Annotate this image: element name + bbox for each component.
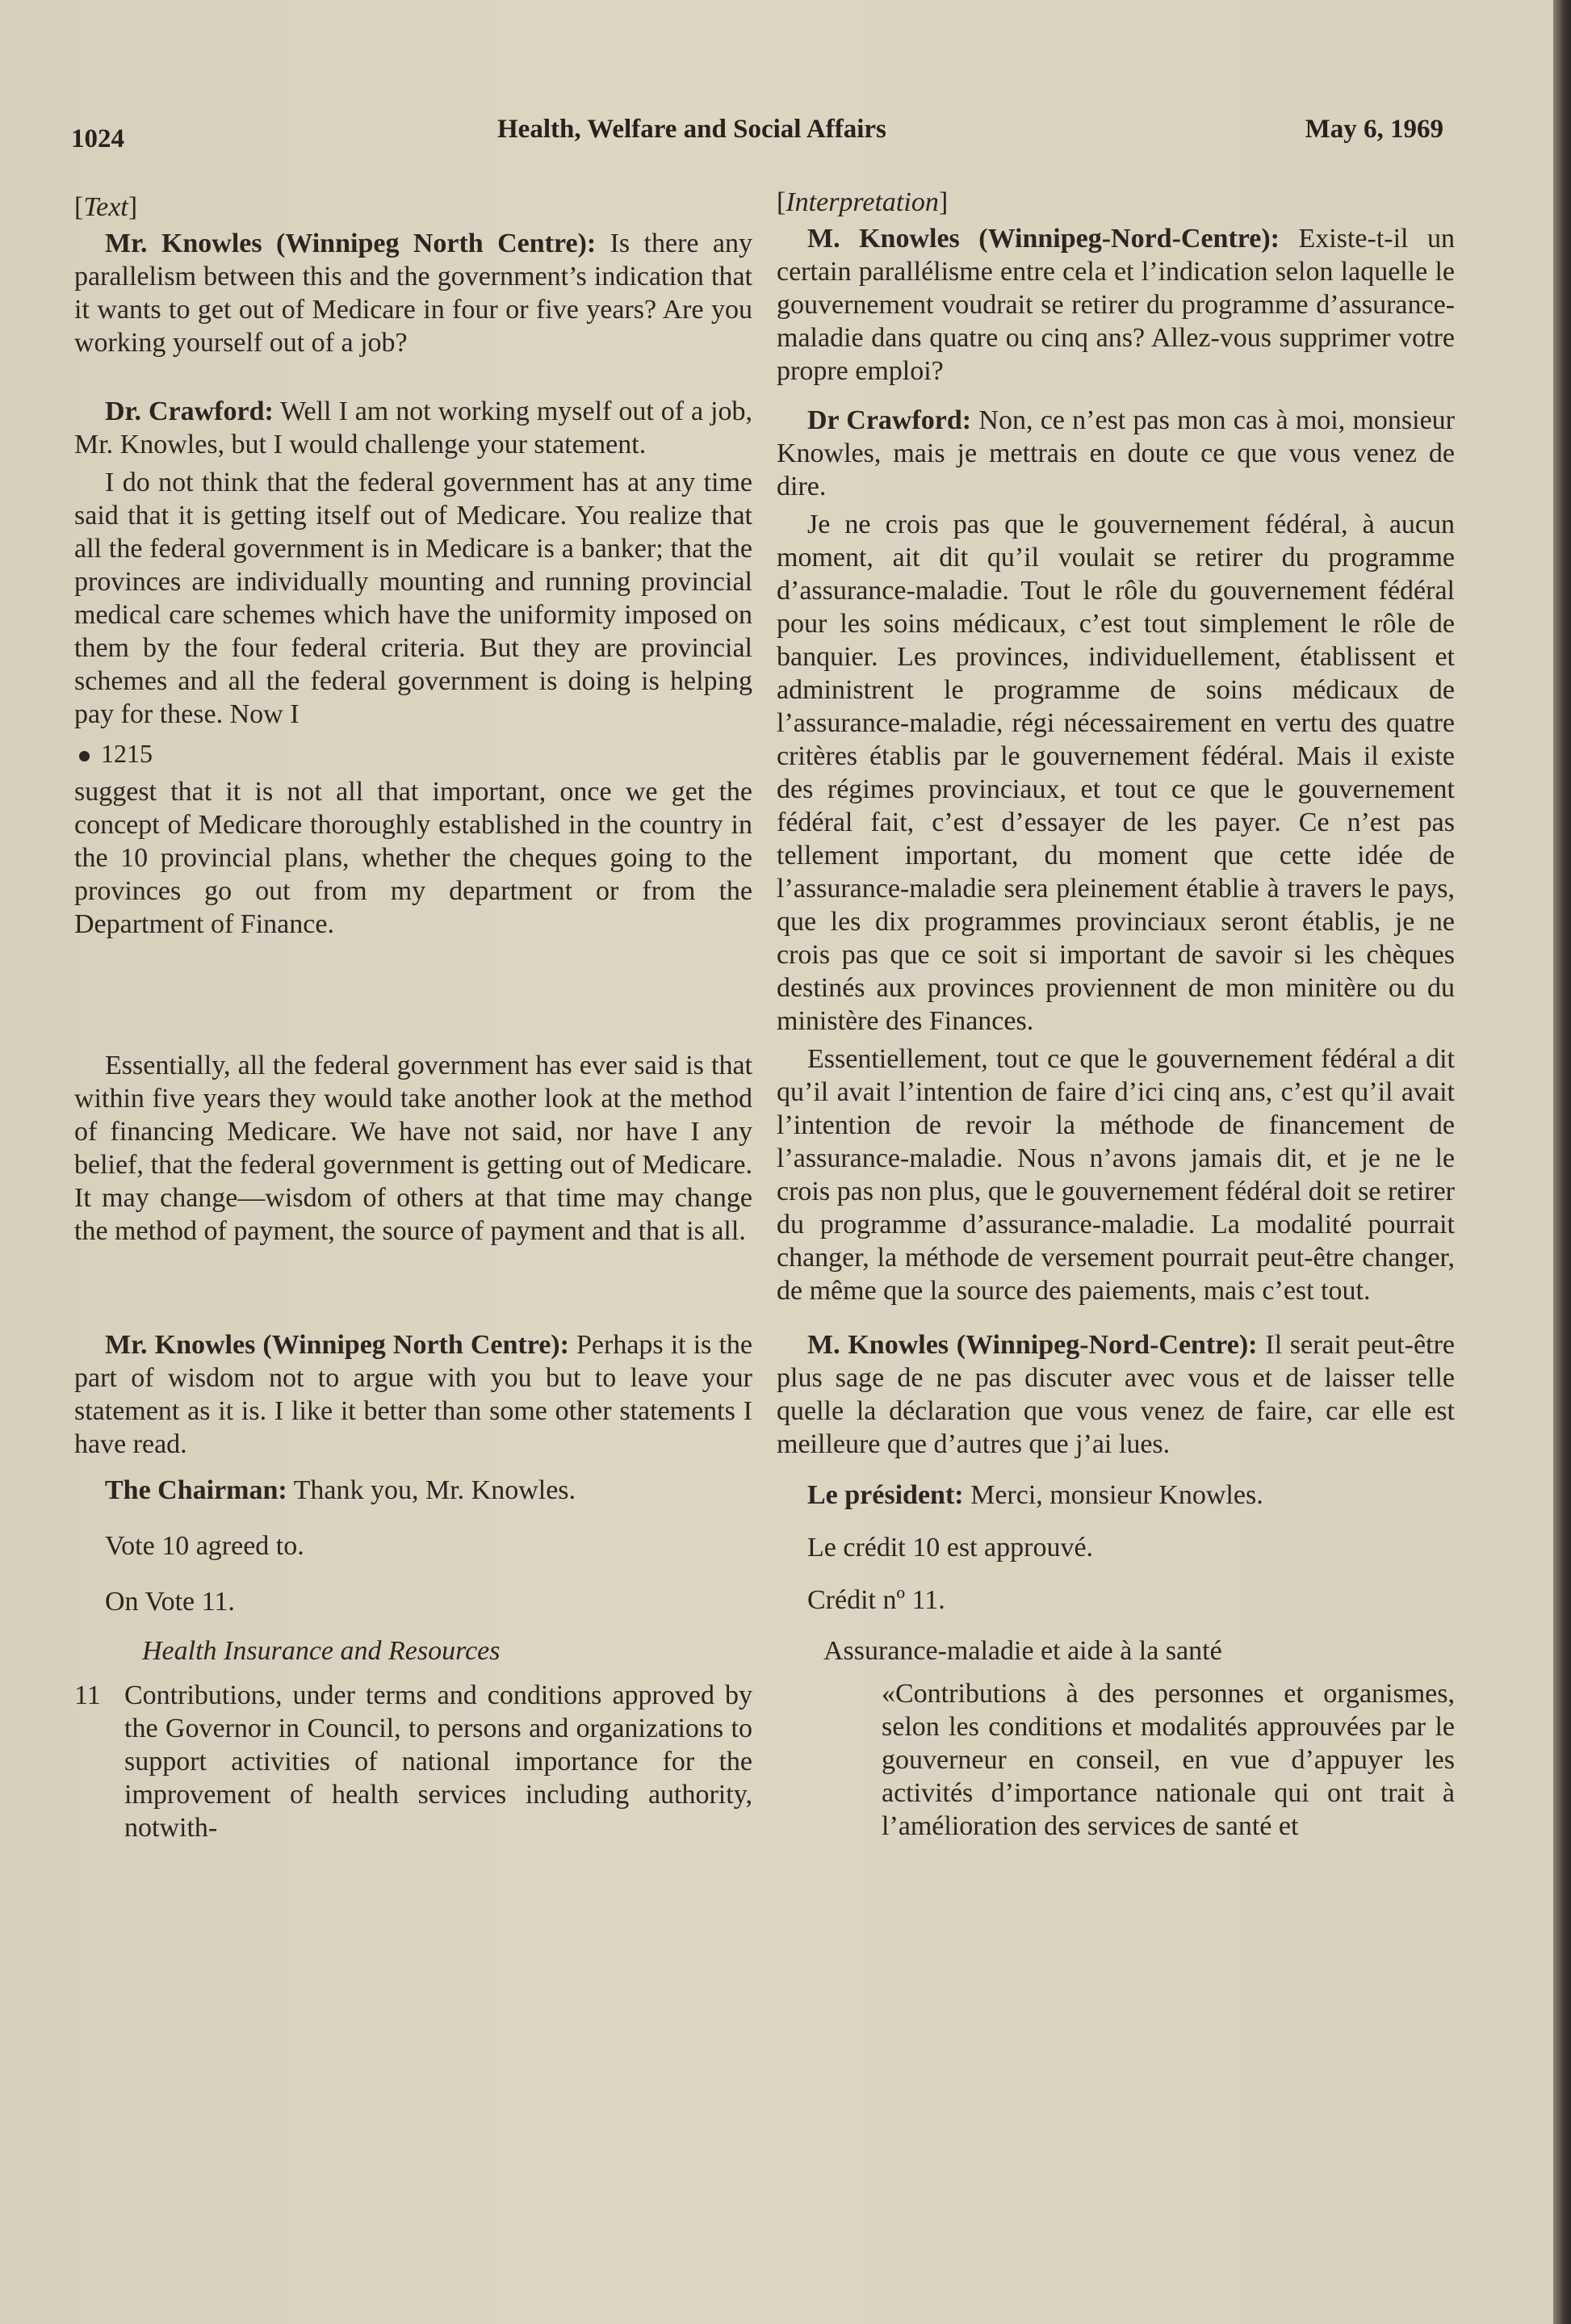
paragraph: On Vote 11. (105, 1587, 235, 1617)
speech: Il serait peut-être plus sage de ne pas discuter avec vous et de laisser telle quelle la déclaration que vous venez de faire, car elle est meilleure que d’autres que j’ai lues. (777, 1330, 1455, 1459)
paragraph: Essentiellement, tout ce que le gouvernement fédéral a dit qu’il avait l’intention de faire d’ici cinq ans, c’est qu’il avait l’intention de revoir la méthode de financement de l’assurance-maladie. Nous n’avons jamais dit, et je ne le crois pas non plus, que le gouvernement fédéral doit se retirer du programme d’assurance-maladie. La modalité pourrait changer, la méthode de versement pourrait peut-être changer, de même que la source des paiements, mais c’est tout. (777, 1044, 1455, 1306)
speaker: The Chairman: (105, 1475, 287, 1505)
speaker: Dr Crawford: (807, 405, 972, 435)
paragraph: Je ne crois pas que le gouvernement fédéral, à aucun moment, ait dit qu’il voulait se retirer du programme d’assurance-maladie. Tout le rôle du gouvernement fédéral pour les soins médicaux, c’est tout simplement le rôle de banquier. Les provinces, individuellement, établissent et administrent le programme de soins médicaux de l’assurance-maladie, régi nécessairement en vertu des quatre critères établis par le gouvernement fédéral. Mais il existe des régimes provinciaux, et tout ce que le gouvernement fédéral fait, c’est d’essayer de les payer. Ce n’est pas tellement important, du moment que cette idée de l’assurance-maladie sera pleinement établie à travers le pays, que les dix programmes provinciaux seront établis, je ne crois pas que ce soit si important de savoir si les chèques destinés aux provinces proviennent de mon minitère ou du ministère des Finances. (777, 510, 1455, 1036)
speech: Merci, monsieur Knowles. (963, 1480, 1263, 1510)
speaker: Mr. Knowles (Winnipeg North Centre): (105, 1330, 569, 1360)
french-column (777, 186, 1455, 1843)
paragraph (74, 1328, 752, 1461)
text-label-word: Text (83, 192, 128, 222)
paragraph (777, 404, 1455, 503)
interpretation-label-word: Interpretation (786, 187, 939, 217)
paragraph: suggest that it is not all that important, once we get the concept of Medicare thoroughly established in the country in the 10 provincial plans, whether the cheques going to the provinces go out from my department or from the Department of Finance. (74, 777, 752, 939)
page-edge-shadow (1553, 0, 1571, 2324)
paragraph (74, 227, 752, 359)
item-number: 11 (74, 1680, 101, 1710)
time-marker-value: 1215 (101, 739, 153, 768)
speaker: Le président: (807, 1480, 964, 1510)
time-marker (79, 737, 752, 770)
speech: Thank you, Mr. Knowles. (287, 1475, 576, 1505)
header-date: May 6, 1969 (1305, 115, 1443, 144)
running-title: Health, Welfare and Social Affairs (497, 115, 886, 144)
speaker: Mr. Knowles (Winnipeg North Centre): (105, 229, 597, 258)
english-column (74, 191, 752, 1844)
running-header (71, 111, 1443, 152)
vote-item (74, 1679, 752, 1844)
speaker: Dr. Crawford: (105, 396, 274, 426)
paragraph (777, 1328, 1455, 1461)
speech: Non, ce n’est pas mon cas à moi, monsieur Knowles, mais je mettrais en doute ce que vous venez de dire. (777, 405, 1456, 501)
paragraph: Essentially, all the federal government has ever said is that within five years they would take another look at the method of financing Medicare. We have not said, nor have I any belief, that the federal government is getting out of Medicare. It may change—wisdom of others at that time may change the method of payment, the source of payment and that is all. (74, 1051, 752, 1246)
speaker: M. Knowles (Winnipeg-Nord-Centre): (807, 1330, 1258, 1360)
paragraph (74, 1474, 752, 1507)
quoted-vote-text: «Contributions à des personnes et organismes, selon les conditions et modalités approuvées par le gouverneur en conseil, en vue d’appuyer les activités d’importance nationale qui ont trait à l’amélioration des services de santé et (882, 1679, 1455, 1841)
subheading: Health Insurance and Resources (142, 1636, 501, 1666)
subheading: Assurance-maladie et aide à la santé (823, 1636, 1222, 1666)
text-label: [Text] (74, 192, 138, 222)
paragraph: Crédit nº 11. (807, 1585, 945, 1615)
speech: Existe-t-il un certain parallélisme entre cela et l’indication selon laquelle le gouvernement voudrait se retirer du programme d’assurance-maladie dans quatre ou cinq ans? Allez-vous supprimer votre propre emploi? (777, 224, 1455, 386)
paragraph: Vote 10 agreed to. (105, 1531, 304, 1561)
page-number: 1024 (71, 124, 124, 153)
interpretation-label: [Interpretation] (777, 187, 949, 217)
paragraph: Le crédit 10 est approuvé. (807, 1533, 1094, 1563)
paragraph (777, 222, 1455, 388)
paragraph (777, 1479, 1455, 1512)
bullet-icon (79, 751, 90, 761)
paragraph (74, 395, 752, 461)
paragraph: I do not think that the federal government has at any time said that it is getting itself out of Medicare. You realize that all the federal government is in Medicare is a banker; that the provinces are individually mounting and running provincial medical care schemes which have the uniformity imposed on them by the four federal criteria. But they are provincial schemes and all the federal government is doing is helping pay for these. Now I (74, 468, 752, 729)
speech: Is there any parallelism between this and the government’s indication that it wants to get out of Medicare in four or five years? Are you working yourself out of a job? (74, 229, 752, 358)
item-text: Contributions, under terms and conditions approved by the Governor in Council, to persons and organizations to support activities of national importance for the improvement of health services including authority, notwith- (124, 1680, 752, 1843)
speech: Perhaps it is the part of wisdom not to argue with you but to leave your statement as it is. I like it better than some other statements I have read. (74, 1330, 752, 1459)
speaker: M. Knowles (Winnipeg-Nord-Centre): (807, 224, 1280, 254)
speech: Well I am not working myself out of a job, Mr. Knowles, but I would challenge your statement. (74, 396, 752, 459)
